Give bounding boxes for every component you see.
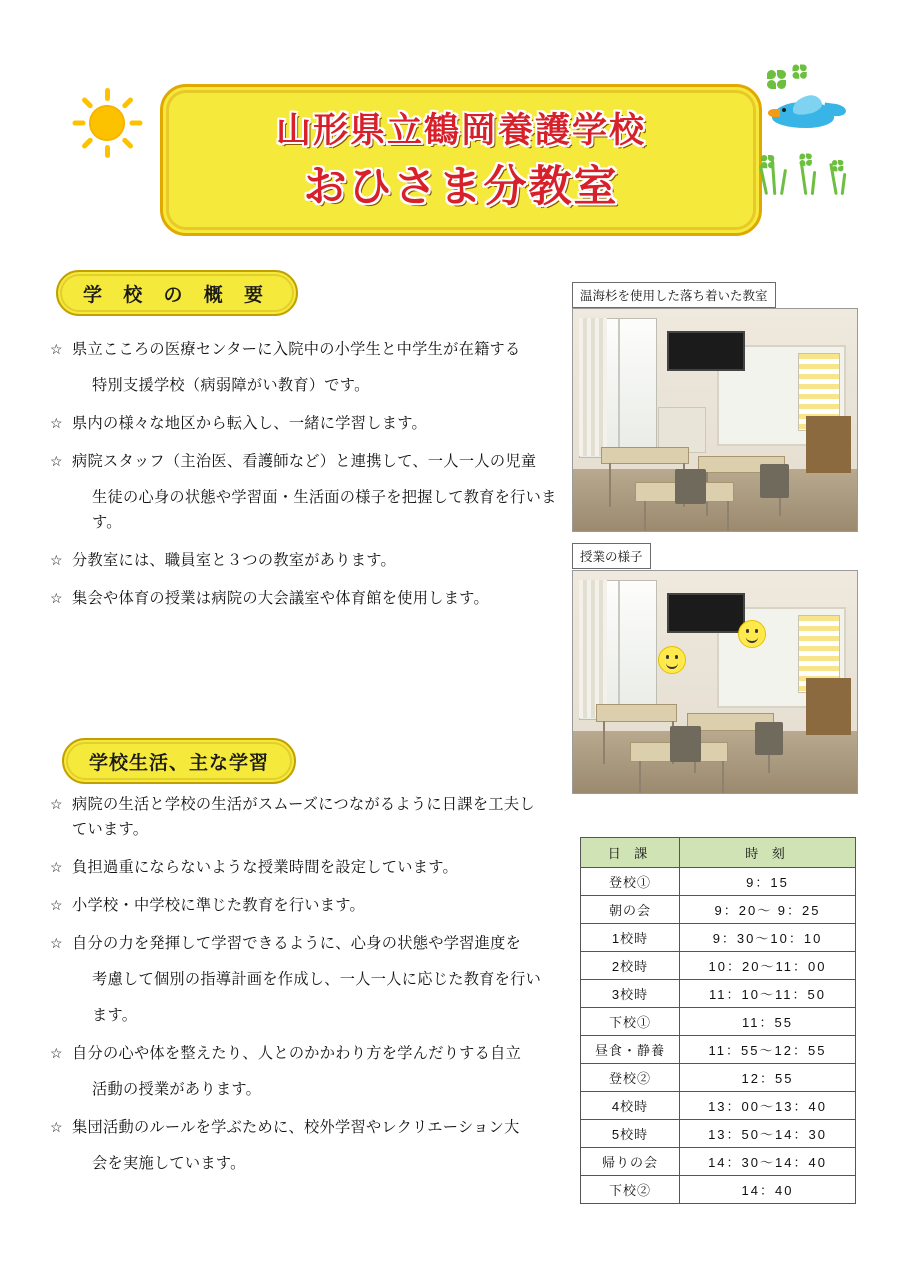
list-item-line: 自分の力を発揮して学習できるように、心身の状態や学習進度を bbox=[72, 935, 522, 952]
table-row bbox=[581, 1092, 856, 1120]
cell-task: 1校時 bbox=[581, 924, 680, 952]
list-item bbox=[50, 586, 560, 611]
page-header bbox=[0, 0, 905, 255]
star-icon: ☆ bbox=[50, 415, 63, 431]
list-item bbox=[50, 337, 560, 398]
clover-icon bbox=[793, 65, 808, 80]
cell-time: 11：10～11：50 bbox=[680, 980, 856, 1008]
list-item-line: 生徒の心身の状態や学習面・生活面の様子を把握して教育を行います。 bbox=[92, 489, 557, 531]
list-item bbox=[50, 548, 560, 573]
cell-task: 下校② bbox=[581, 1176, 680, 1204]
cell-time: 14：30～14：40 bbox=[680, 1148, 856, 1176]
cell-time: 11：55 bbox=[680, 1008, 856, 1036]
clover-icon bbox=[767, 70, 787, 90]
list-item-line: 負担過重にならないような授業時間を設定しています。 bbox=[72, 859, 458, 876]
list-item bbox=[50, 855, 550, 880]
bird-icon bbox=[768, 92, 846, 138]
list-item-line: 小学校・中学校に準じた教育を行います。 bbox=[72, 897, 366, 914]
school-name: 山形県立鶴岡養護学校 bbox=[275, 111, 646, 150]
smiley-icon bbox=[738, 620, 766, 648]
cell-task: 昼食・静養 bbox=[581, 1036, 680, 1064]
cell-time: 9：20～ 9：25 bbox=[680, 896, 856, 924]
star-icon: ☆ bbox=[50, 897, 63, 913]
table-row bbox=[581, 868, 856, 896]
table-header-row bbox=[581, 838, 856, 868]
star-icon: ☆ bbox=[50, 453, 63, 469]
star-icon: ☆ bbox=[50, 796, 63, 812]
list-item-line: 特別支援学校（病弱障がい教育）です。 bbox=[92, 377, 370, 394]
table-row bbox=[581, 896, 856, 924]
table-row bbox=[581, 980, 856, 1008]
cell-task: 帰りの会 bbox=[581, 1148, 680, 1176]
star-icon: ☆ bbox=[50, 552, 63, 568]
list-item bbox=[50, 1041, 550, 1102]
list-item bbox=[50, 792, 550, 842]
list-item-line: 県立こころの医療センターに入院中の小学生と中学生が在籍する bbox=[72, 341, 521, 358]
cell-task: 登校① bbox=[581, 868, 680, 896]
classroom-name: おひさま分教室 bbox=[303, 163, 619, 211]
list-item-line: 集会や体育の授業は病院の大会議室や体育館を使用します。 bbox=[72, 590, 489, 607]
star-icon: ☆ bbox=[50, 1119, 63, 1135]
title-banner bbox=[160, 84, 762, 236]
overview-bullet-list bbox=[50, 337, 560, 624]
cell-time: 13：00～13：40 bbox=[680, 1092, 856, 1120]
cell-task: 4校時 bbox=[581, 1092, 680, 1120]
list-item-line: 県内の様々な地区から転入し、一緒に学習します。 bbox=[72, 415, 427, 432]
table-row bbox=[581, 1148, 856, 1176]
list-item-line: ます。 bbox=[92, 1007, 138, 1024]
table-row bbox=[581, 1064, 856, 1092]
section-heading-overview: 学 校 の 概 要 bbox=[56, 270, 298, 316]
list-item-line: 自分の心や体を整えたり、人とのかかわり方を学んだりする自立 bbox=[72, 1045, 522, 1062]
column-header-time: 時 刻 bbox=[680, 838, 856, 868]
list-item-line: 会を実施しています。 bbox=[92, 1155, 246, 1172]
star-icon: ☆ bbox=[50, 1045, 63, 1061]
list-item bbox=[50, 931, 550, 1028]
table-row bbox=[581, 952, 856, 980]
list-item-line: 分教室には、職員室と３つの教室があります。 bbox=[72, 552, 397, 569]
cell-time: 9：15 bbox=[680, 868, 856, 896]
list-item-line: 病院の生活と学校の生活がスムーズにつながるように日課を工夫しています。 bbox=[72, 796, 535, 838]
grass-icon bbox=[756, 150, 866, 195]
cell-time: 9：30～10：10 bbox=[680, 924, 856, 952]
star-icon: ☆ bbox=[50, 935, 63, 951]
photo-caption-2: 授業の様子 bbox=[572, 543, 651, 569]
table-row bbox=[581, 1120, 856, 1148]
cell-task: 朝の会 bbox=[581, 896, 680, 924]
list-item-line: 集団活動のルールを学ぶために、校外学習やレクリエーション大 bbox=[72, 1119, 520, 1136]
cell-time: 10：20～11：00 bbox=[680, 952, 856, 980]
sun-icon bbox=[72, 88, 142, 158]
star-icon: ☆ bbox=[50, 590, 63, 606]
table-row bbox=[581, 1036, 856, 1064]
list-item bbox=[50, 1115, 550, 1176]
cell-task: 3校時 bbox=[581, 980, 680, 1008]
cell-time: 13：50～14：30 bbox=[680, 1120, 856, 1148]
list-item-line: 考慮して個別の指導計画を作成し、一人一人に応じた教育を行い bbox=[92, 971, 542, 988]
cell-task: 登校② bbox=[581, 1064, 680, 1092]
cell-time: 14：40 bbox=[680, 1176, 856, 1204]
cell-task: 5校時 bbox=[581, 1120, 680, 1148]
classroom-photo-1 bbox=[572, 308, 858, 532]
list-item-line: 病院スタッフ（主治医、看護師など）と連携して、一人一人の児童 bbox=[72, 453, 537, 470]
list-item bbox=[50, 411, 560, 436]
table-row bbox=[581, 1176, 856, 1204]
table-row bbox=[581, 1008, 856, 1036]
list-item bbox=[50, 893, 550, 918]
section-heading-life: 学校生活、主な学習 bbox=[62, 738, 296, 784]
cell-task: 2校時 bbox=[581, 952, 680, 980]
star-icon: ☆ bbox=[50, 859, 63, 875]
life-bullet-list bbox=[50, 792, 550, 1189]
column-header-task: 日 課 bbox=[581, 838, 680, 868]
daily-schedule-table bbox=[580, 837, 856, 1204]
table-row bbox=[581, 924, 856, 952]
cell-time: 11：55～12：55 bbox=[680, 1036, 856, 1064]
cell-task: 下校① bbox=[581, 1008, 680, 1036]
list-item-line: 活動の授業があります。 bbox=[92, 1081, 262, 1098]
list-item bbox=[50, 449, 560, 535]
photo-caption-1: 温海杉を使用した落ち着いた教室 bbox=[572, 282, 776, 308]
classroom-photo-2 bbox=[572, 570, 858, 794]
cell-time: 12：55 bbox=[680, 1064, 856, 1092]
star-icon: ☆ bbox=[50, 341, 63, 357]
